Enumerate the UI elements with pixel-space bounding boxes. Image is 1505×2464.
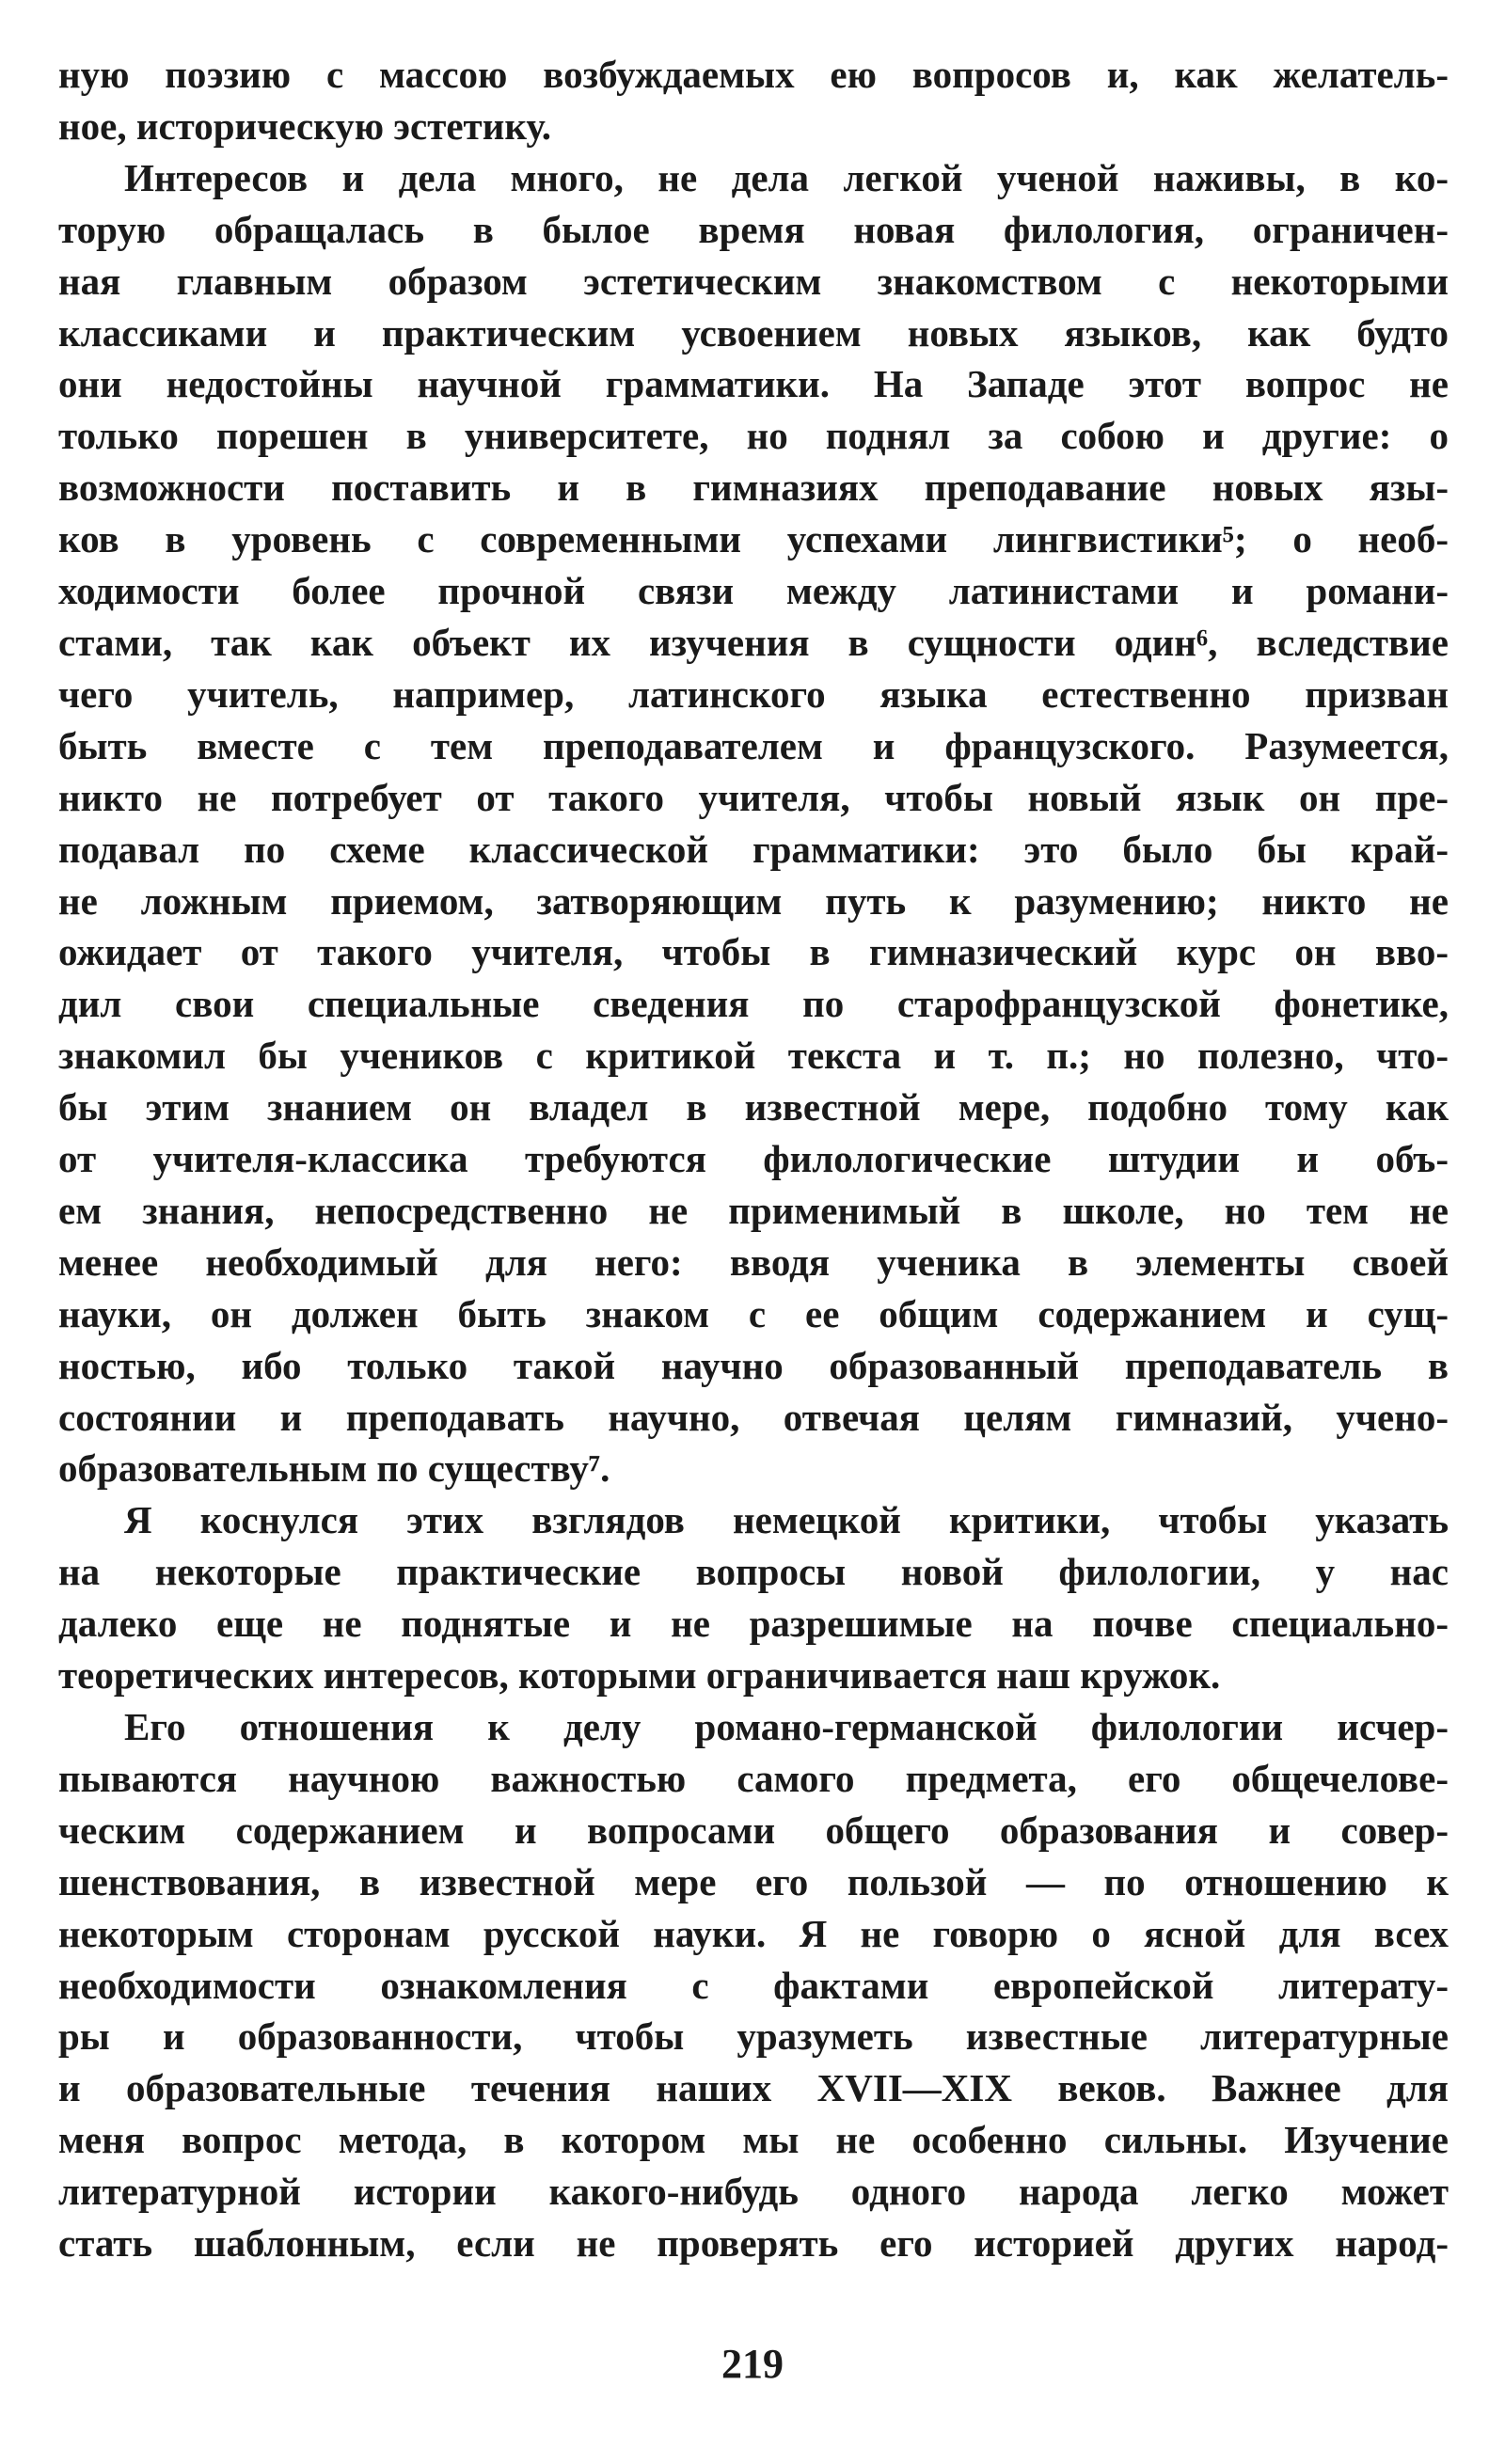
text-line: теоретических интересов, которыми ограничивается наш кружок. bbox=[58, 1653, 1221, 1698]
text-line: на некоторые практические вопросы новой филологии, у нас bbox=[58, 1550, 1449, 1594]
paragraph-2 bbox=[58, 152, 1449, 1495]
text-line: Его отношения к делу романо-германской филологии исчер- bbox=[124, 1705, 1449, 1748]
text-line: быть вместе с тем преподавателем и французского. Разумеется, bbox=[58, 723, 1449, 767]
text-line: и образовательные течения наших XVII—XIX веков. Важнее для bbox=[58, 2066, 1449, 2110]
page-body bbox=[58, 49, 1449, 2269]
text-line: меня вопрос метода, в котором мы не особенно сильны. Изучение bbox=[58, 2118, 1449, 2162]
text-line: пываются научною важностью самого предмета, его общечелове- bbox=[58, 1756, 1449, 1800]
text-line: никто не потребует от такого учителя, чтобы новый язык он пре- bbox=[58, 775, 1449, 819]
text-line: бы этим знанием он владел в известной мере, подобно тому как bbox=[58, 1085, 1449, 1129]
text-line: некоторым сторонам русской науки. Я не говорю о ясной для всех bbox=[58, 1911, 1449, 1955]
text-line: ная главным образом эстетическим знакомством с некоторыми bbox=[58, 259, 1449, 303]
text-line: менее необходимый для него: вводя ученика в элементы своей bbox=[58, 1240, 1449, 1284]
text-line: литературной истории какого-нибудь одного народа легко может bbox=[58, 2170, 1449, 2214]
text-line: только порешен в университете, но поднял за собою и другие: о bbox=[58, 414, 1449, 458]
text-line: науки, он должен быть знаком с ее общим содержанием и сущ- bbox=[58, 1291, 1449, 1335]
text-line: ческим содержанием и вопросами общего образования и совер- bbox=[58, 1808, 1449, 1852]
text-line: дил свои специальные сведения по старофранцузской фонетике, bbox=[58, 982, 1449, 1026]
paragraph-1 bbox=[58, 49, 1449, 152]
paragraph-3 bbox=[58, 1494, 1449, 1701]
text-line: шенствования, в известной мере его пользой — по отношению к bbox=[58, 1859, 1449, 1903]
text-line: ры и образованности, чтобы уразуметь известные литературные bbox=[58, 2014, 1449, 2059]
text-line: не ложным приемом, затворяющим путь к разумению; никто не bbox=[58, 878, 1449, 923]
text-line: стами, так как объект их изучения в сущности один⁶, вследствие bbox=[58, 620, 1449, 664]
text-line: подавал по схеме классической грамматики: это было бы край- bbox=[58, 827, 1449, 871]
text-line: ностью, ибо только такой научно образованный преподаватель в bbox=[58, 1343, 1449, 1387]
text-line: они недостойны научной грамматики. На Западе этот вопрос не bbox=[58, 362, 1449, 406]
text-line: знакомил бы учеников с критикой текста и т. п.; но полезно, что- bbox=[58, 1034, 1449, 1078]
text-line: классиками и практическим усвоением новых языков, как будто bbox=[58, 310, 1449, 355]
text-line: возможности поставить и в гимназиях преподавание новых язы- bbox=[58, 466, 1449, 510]
text-line: ем знания, непосредственно не применимый в школе, но тем не bbox=[58, 1188, 1449, 1232]
text-line: Интересов и дела много, не дела легкой ученой наживы, в ко- bbox=[124, 155, 1449, 199]
text-line: ожидает от такого учителя, чтобы в гимназический курс он вво- bbox=[58, 930, 1449, 974]
text-line: ное, историческую эстетику. bbox=[58, 103, 552, 148]
text-line: от учителя-классика требуются филологические штудии и объ- bbox=[58, 1137, 1449, 1181]
text-line: стать шаблонным, если не проверять его историей других народ- bbox=[58, 2221, 1449, 2266]
text-line: состоянии и преподавать научно, отвечая целям гимназий, учено- bbox=[58, 1395, 1449, 1439]
text-line: Я коснулся этих взглядов немецкой критики, чтобы указать bbox=[124, 1498, 1449, 1542]
page-number: 219 bbox=[721, 2341, 784, 2387]
text-line: образовательным по существу⁷. bbox=[58, 1446, 610, 1491]
text-line: ную поэзию с массою возбуждаемых ею вопросов и, как желатель- bbox=[58, 53, 1449, 96]
text-line: ков в уровень с современными успехами лингвистики⁵; о необ- bbox=[58, 517, 1449, 561]
paragraph-4 bbox=[58, 1701, 1449, 2269]
text-line: далеко еще не поднятые и не разрешимые на почве специально- bbox=[58, 1602, 1449, 1646]
text-line: торую обращалась в былое время новая филология, ограничен- bbox=[58, 207, 1449, 251]
text-line: ходимости более прочной связи между латинистами и романи- bbox=[58, 569, 1449, 613]
text-line: чего учитель, например, латинского языка естественно призван bbox=[58, 671, 1449, 716]
text-line: необходимости ознакомления с фактами европейской литерату- bbox=[58, 1963, 1449, 2007]
